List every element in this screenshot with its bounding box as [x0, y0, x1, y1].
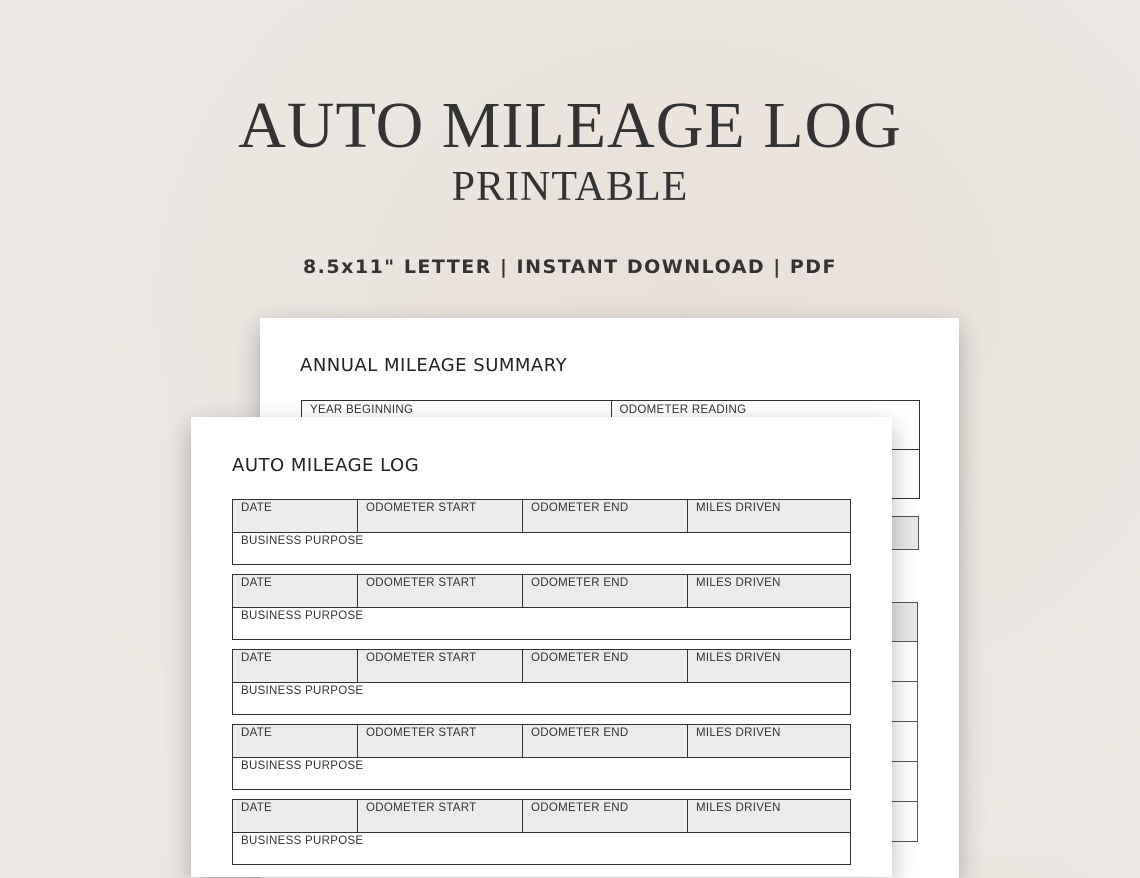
- odometer-end-label: ODOMETER END: [522, 500, 687, 532]
- summary-grid-row: [890, 762, 918, 802]
- date-label: DATE: [241, 652, 273, 664]
- hero-title: AUTO MILEAGE LOG: [238, 89, 902, 162]
- hero-meta-line: 8.5x11" LETTER | INSTANT DOWNLOAD | PDF: [302, 256, 838, 278]
- miles-driven-label: MILES DRIVEN: [687, 800, 850, 832]
- log-entry-header: [233, 800, 850, 833]
- summary-grid-row: [890, 682, 918, 722]
- odometer-start-label: ODOMETER START: [357, 725, 522, 757]
- log-entry-header: [233, 500, 850, 533]
- odometer-end-label: ODOMETER END: [522, 650, 687, 682]
- date-label: DATE: [241, 502, 273, 514]
- log-entry: [232, 649, 851, 715]
- odometer-end-label: ODOMETER END: [522, 575, 687, 607]
- log-entry: [232, 724, 851, 790]
- summary-page-title: ANNUAL MILEAGE SUMMARY: [300, 355, 568, 376]
- summary-grid-row: [890, 602, 918, 642]
- log-entry: [232, 499, 851, 565]
- log-entry: [232, 799, 851, 865]
- date-label: DATE: [241, 727, 273, 739]
- miles-driven-label: MILES DRIVEN: [687, 500, 850, 532]
- business-purpose-label: BUSINESS PURPOSE: [241, 685, 364, 697]
- business-purpose-label: BUSINESS PURPOSE: [241, 760, 364, 772]
- log-entry-header: [233, 725, 850, 758]
- summary-grid-row: [890, 642, 918, 682]
- odometer-start-label: ODOMETER START: [357, 650, 522, 682]
- log-entry-header: [233, 575, 850, 608]
- odometer-end-label: ODOMETER END: [522, 725, 687, 757]
- miles-driven-label: MILES DRIVEN: [687, 725, 850, 757]
- miles-driven-label: MILES DRIVEN: [687, 650, 850, 682]
- hero-subtitle: PRINTABLE: [451, 164, 689, 210]
- log-entry-header: [233, 650, 850, 683]
- odometer-reading-header: ODOMETER READING: [611, 401, 920, 449]
- business-purpose-label: BUSINESS PURPOSE: [241, 610, 364, 622]
- date-label: DATE: [241, 802, 273, 814]
- odometer-end-label: ODOMETER END: [522, 800, 687, 832]
- odometer-start-label: ODOMETER START: [357, 800, 522, 832]
- odometer-start-label: ODOMETER START: [357, 500, 522, 532]
- log-entry: [232, 574, 851, 640]
- year-beginning-header: YEAR BEGINNING: [310, 404, 414, 416]
- odometer-start-label: ODOMETER START: [357, 575, 522, 607]
- business-purpose-label: BUSINESS PURPOSE: [241, 835, 364, 847]
- business-purpose-label: BUSINESS PURPOSE: [241, 535, 364, 547]
- mileage-log-page: [191, 417, 892, 877]
- summary-grid-row: [890, 722, 918, 762]
- log-page-title: AUTO MILEAGE LOG: [232, 455, 420, 476]
- date-label: DATE: [241, 577, 273, 589]
- summary-grid: [890, 602, 918, 842]
- miles-driven-label: MILES DRIVEN: [687, 575, 850, 607]
- summary-grid-row: [890, 802, 918, 842]
- summary-band: [890, 516, 919, 550]
